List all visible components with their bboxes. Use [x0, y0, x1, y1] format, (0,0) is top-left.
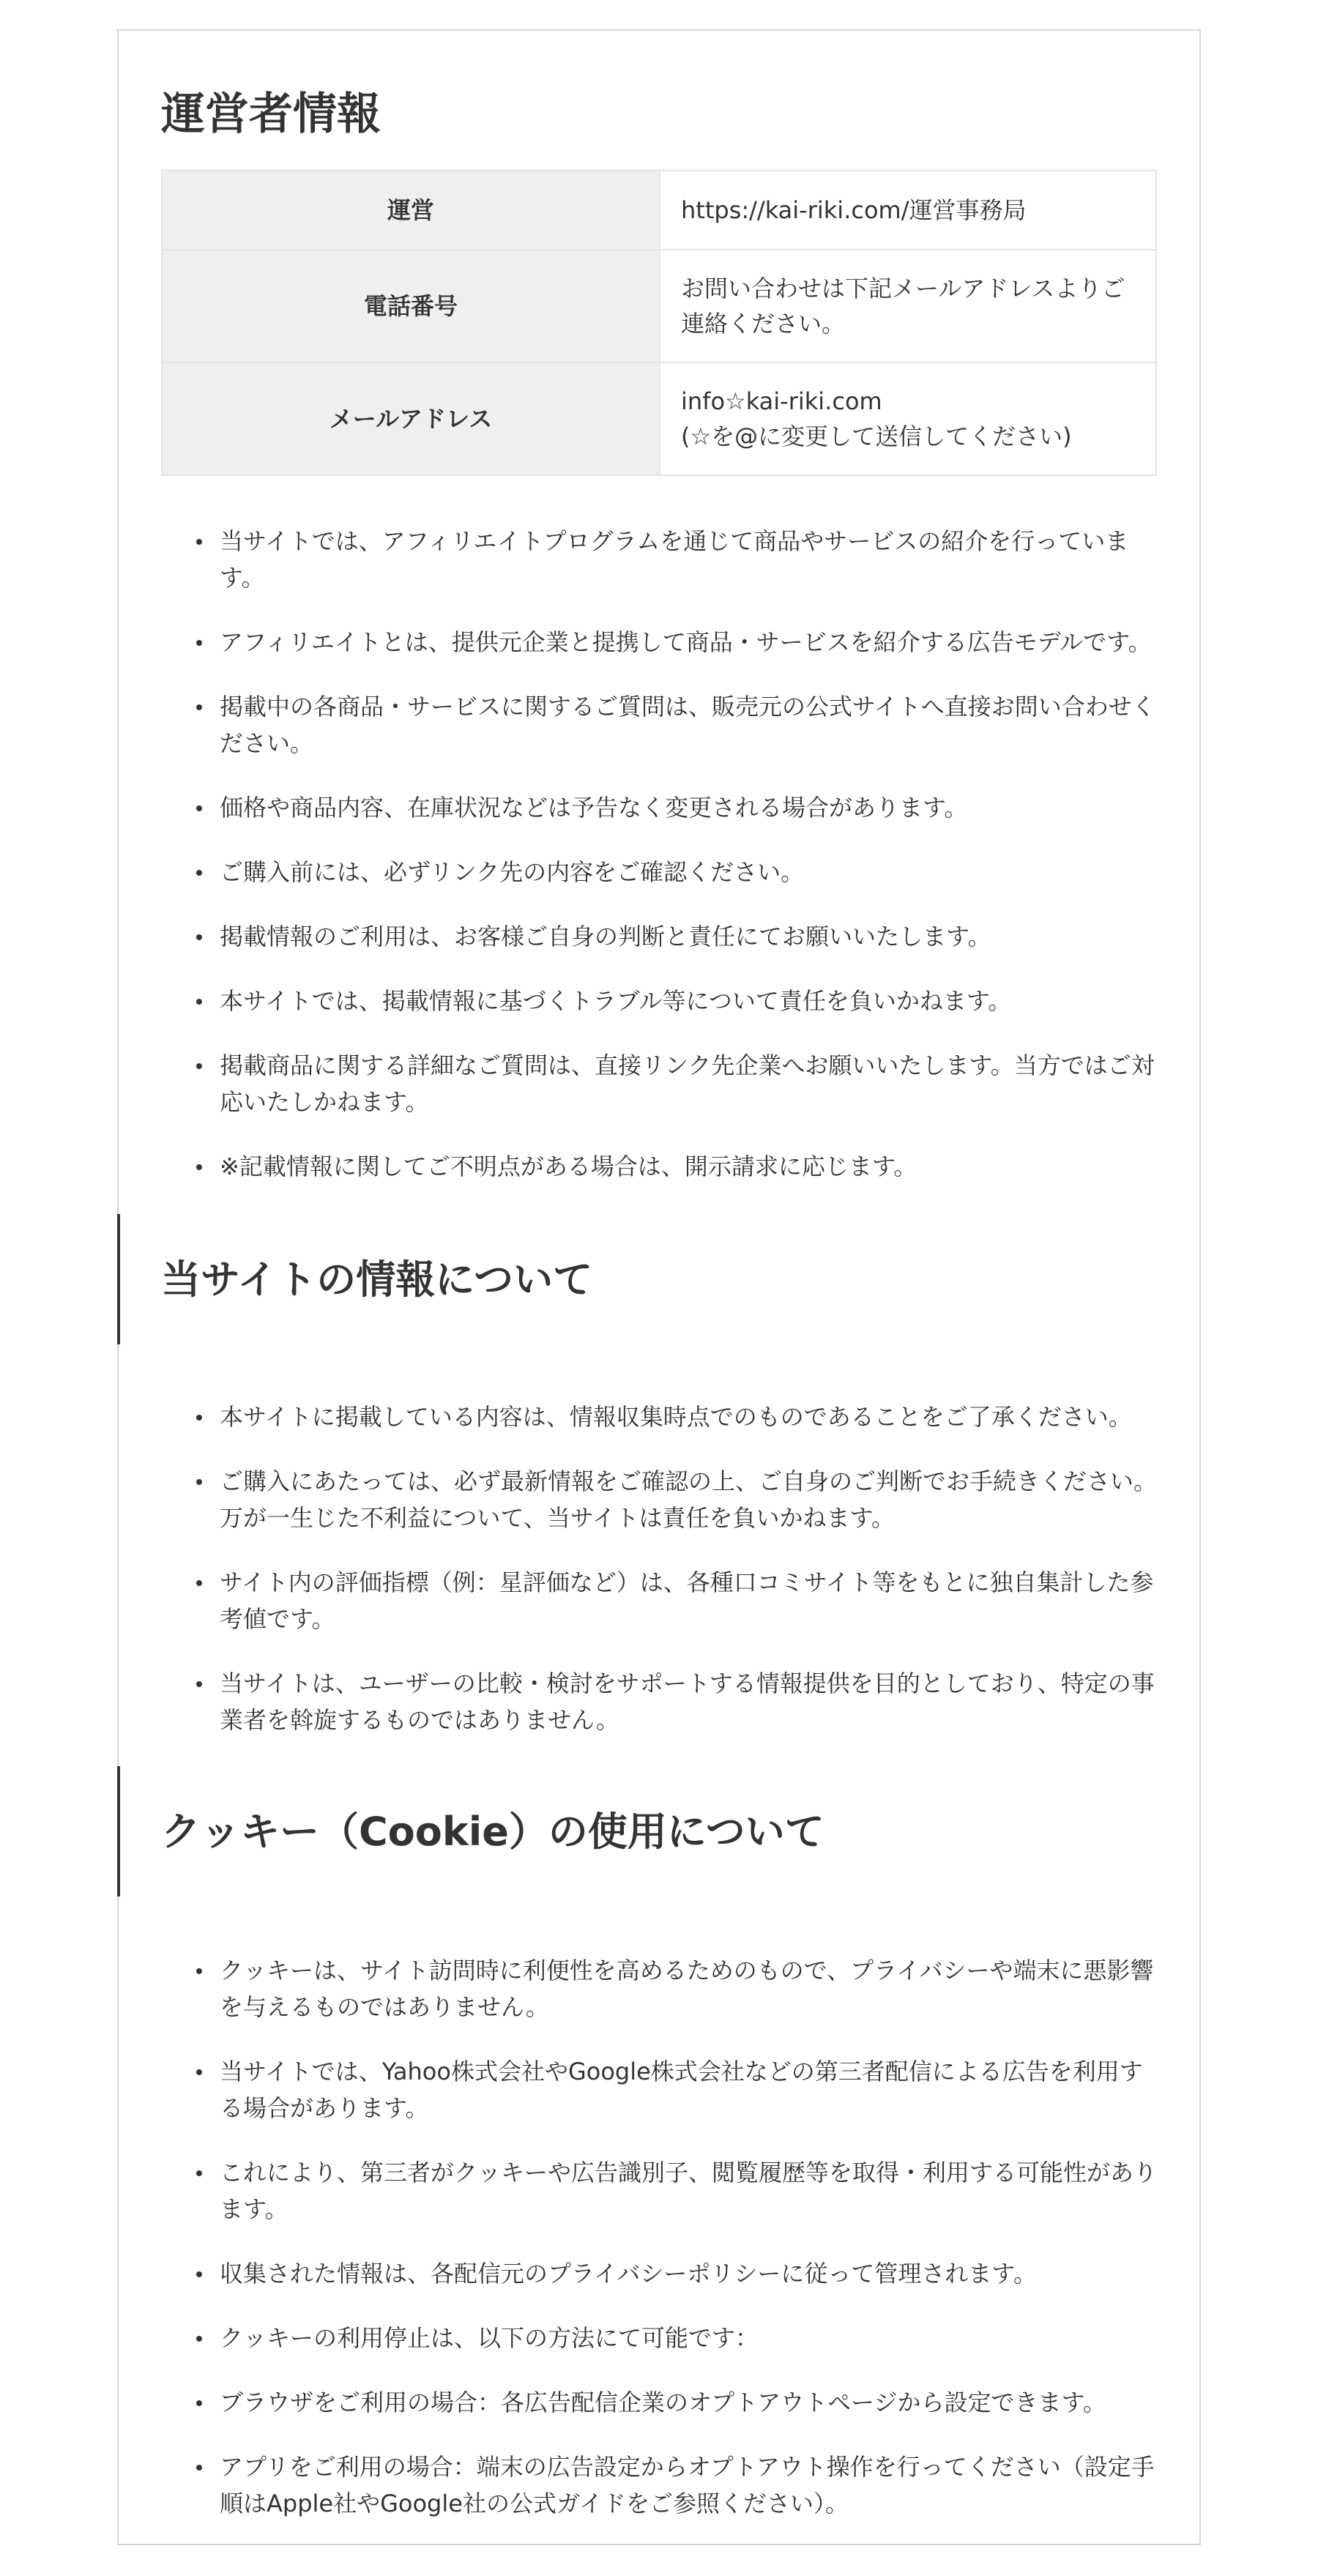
list-item-text: これにより、第三者がクッキーや広告識別子、閲覧履歴等を取得・利用する可能性があり	[220, 2159, 1158, 2186]
list-item	[161, 2255, 1157, 2292]
list-item	[161, 2384, 1157, 2421]
table-label-phone: 電話番号	[162, 250, 660, 362]
list-item-text: 本サイトに掲載している内容は、情報収集時点でのものであることをご了承ください。	[220, 1403, 1132, 1431]
list-item-text: 価格や商品内容、在庫状況などは予告なく変更される場合があります。	[220, 794, 968, 822]
table-row-phone	[162, 250, 1156, 362]
phone-line-2: 連絡ください。	[681, 310, 846, 338]
table-row-operator	[162, 171, 1156, 250]
email-line-1: info☆kai-riki.com	[681, 387, 882, 415]
list-item	[161, 1148, 1157, 1185]
list-item	[161, 2320, 1157, 2356]
list-item	[161, 1952, 1157, 2025]
list-item-text: ブラウザをご利用の場合：各広告配信企業のオプトアウトページから設定できます。	[220, 2389, 1106, 2416]
section-accent-bar	[117, 1766, 120, 1896]
section-title-site-info: 当サイトの情報について	[161, 1257, 593, 1303]
list-item	[161, 854, 1157, 890]
list-item	[161, 523, 1157, 596]
table-label-operator: 運営	[162, 171, 660, 250]
list-item-text: 掲載中の各商品・サービスに関するご質問は、販売元の公式サイトへ直接お問い合わせく	[220, 693, 1155, 721]
list-item-text: サイト内の評価指標（例：星評価など）は、各種口コミサイト等をもとに独自集計した参	[220, 1568, 1154, 1596]
list-item-text: 業者を斡旋するものではありません。	[220, 1706, 619, 1734]
list-item-text: 応いたしかねます。	[220, 1088, 429, 1116]
list-item-text: 万が一生じた不利益について、当サイトは責任を負いかねます。	[220, 1504, 895, 1532]
list-item	[161, 983, 1157, 1019]
section-accent-bar	[117, 1214, 120, 1344]
list-item	[161, 789, 1157, 826]
list-item-text: ※記載情報に関してご不明点がある場合は、開示請求に応じます。	[220, 1153, 917, 1180]
page-title: 運営者情報	[161, 89, 381, 140]
cookie-list	[161, 1952, 1157, 2522]
list-item	[161, 1665, 1157, 1738]
table-value-email	[660, 362, 1156, 475]
list-item	[161, 2154, 1157, 2227]
list-item-text: ご購入にあたっては、必ず最新情報をご確認の上、ご自身のご判断でお手続きください。	[220, 1467, 1158, 1495]
list-item-text: クッキーは、サイト訪問時に利便性を高めるためのもので、プライバシーや端末に悪影響	[220, 1957, 1154, 1984]
list-item-text: ださい。	[220, 729, 314, 757]
list-item	[161, 1564, 1157, 1637]
table-value-phone	[660, 250, 1156, 362]
list-item-text: 掲載情報のご利用は、お客様ご自身の判断と責任にてお願いいたします。	[220, 923, 991, 950]
email-line-2: (☆を@に変更して送信してください)	[681, 422, 1072, 450]
list-item-text: 当サイトでは、Yahoo株式会社やGoogle株式会社などの第三者配信による広告を利用す	[220, 2058, 1143, 2085]
list-item-text: 順はApple社やGoogle社の公式ガイドをご参照ください）。	[220, 2490, 849, 2517]
list-item-text: 本サイトでは、掲載情報に基づくトラブル等について責任を負いかねます。	[220, 987, 1012, 1015]
list-item-text: を与えるものではありません。	[220, 1993, 549, 2021]
phone-line-1: お問い合わせは下記メールアドレスよりご	[681, 275, 1125, 302]
operator-url: https://kai-riki.com/運営事務局	[681, 196, 1027, 224]
operator-info-table	[161, 170, 1157, 476]
list-item-text: アフィリエイトとは、提供元企業と提携して商品・サービスを紹介する広告モデルです。	[220, 628, 1152, 656]
list-item-text: クッキーの利用停止は、以下の方法にて可能です：	[220, 2324, 759, 2352]
table-value-operator	[660, 171, 1156, 250]
list-item-text: す。	[220, 564, 265, 592]
list-item-text: 掲載商品に関する詳細なご質問は、直接リンク先企業へお願いいたします。当方ではご対	[220, 1051, 1155, 1079]
table-label-email: メールアドレス	[162, 362, 660, 475]
list-item	[161, 1399, 1157, 1435]
list-item-text: 考値です。	[220, 1605, 335, 1633]
list-item	[161, 624, 1157, 660]
list-item-text: ます。	[220, 2195, 288, 2223]
list-item	[161, 2053, 1157, 2126]
list-item-text: 収集された情報は、各配信元のプライバシーポリシーに従って管理されます。	[220, 2260, 1037, 2287]
section-title-cookie: クッキー（Cookie）の使用について	[161, 1809, 824, 1855]
list-item-text: る場合があります。	[220, 2094, 429, 2122]
list-item	[161, 688, 1157, 762]
table-row-email	[162, 362, 1156, 475]
list-item	[161, 918, 1157, 955]
list-item	[161, 1463, 1157, 1536]
site-info-list	[161, 1399, 1157, 1738]
list-item-text: 当サイトでは、アフィリエイトプログラムを通じて商品やサービスの紹介を行っていま	[220, 527, 1129, 555]
list-item	[161, 1047, 1157, 1120]
list-item-text: ご購入前には、必ずリンク先の内容をご確認ください。	[220, 858, 805, 886]
content-card	[117, 29, 1201, 2545]
list-item-text: 当サイトは、ユーザーの比較・検討をサポートする情報提供を目的としており、特定の事	[220, 1669, 1155, 1697]
operator-notes-list	[161, 523, 1157, 1185]
list-item	[161, 2449, 1157, 2522]
list-item-text: アプリをご利用の場合：端末の広告設定からオプトアウト操作を行ってください（設定手	[220, 2453, 1155, 2481]
